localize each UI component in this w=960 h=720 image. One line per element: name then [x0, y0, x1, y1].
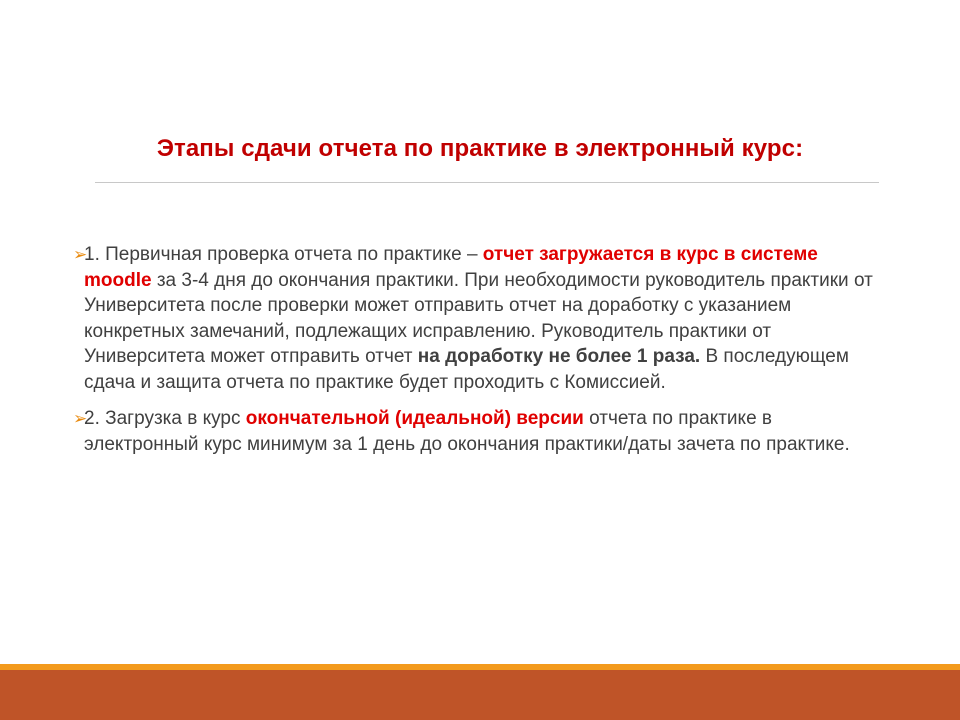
title-divider: [95, 182, 879, 183]
arrow-bullet-icon: ➢: [73, 409, 88, 428]
item-1-emphasis: на доработку не более 1 раза.: [417, 346, 701, 367]
footer-bar: [0, 670, 960, 720]
slide-title: Этапы сдачи отчета по практике в электронный курс:: [156, 135, 804, 162]
item-2-text: 2. Загрузка в курс: [84, 408, 246, 429]
item-2-highlight: окончательной (идеальной) версии: [245, 408, 584, 429]
list-item-2: [74, 406, 884, 457]
arrow-bullet-icon: ➢: [73, 245, 88, 264]
item-1-text-continued: за 3-4 дня до окончания практики. При необходимости руководитель практики от Университета после проверки может отправить отчет на доработку с указанием конкретных замечаний, подлежащих исправлению. Руководитель практики от Университета может отправить отчет: [84, 269, 873, 367]
item-1-text-end: В последующем сдача и защита отчета по практике будет проходить с Комиссией.: [84, 346, 849, 393]
item-2-text-end: отчета по практике в электронный курс минимум за 1 день до окончания практики/даты зачета по практике.: [84, 408, 850, 455]
slide-body: [74, 242, 884, 468]
item-1-text: 1. Первичная проверка отчета по практике –: [84, 244, 483, 265]
list-item-1: [74, 242, 884, 395]
item-1-highlight: отчет загружается в курс в системе moodle: [84, 244, 818, 291]
